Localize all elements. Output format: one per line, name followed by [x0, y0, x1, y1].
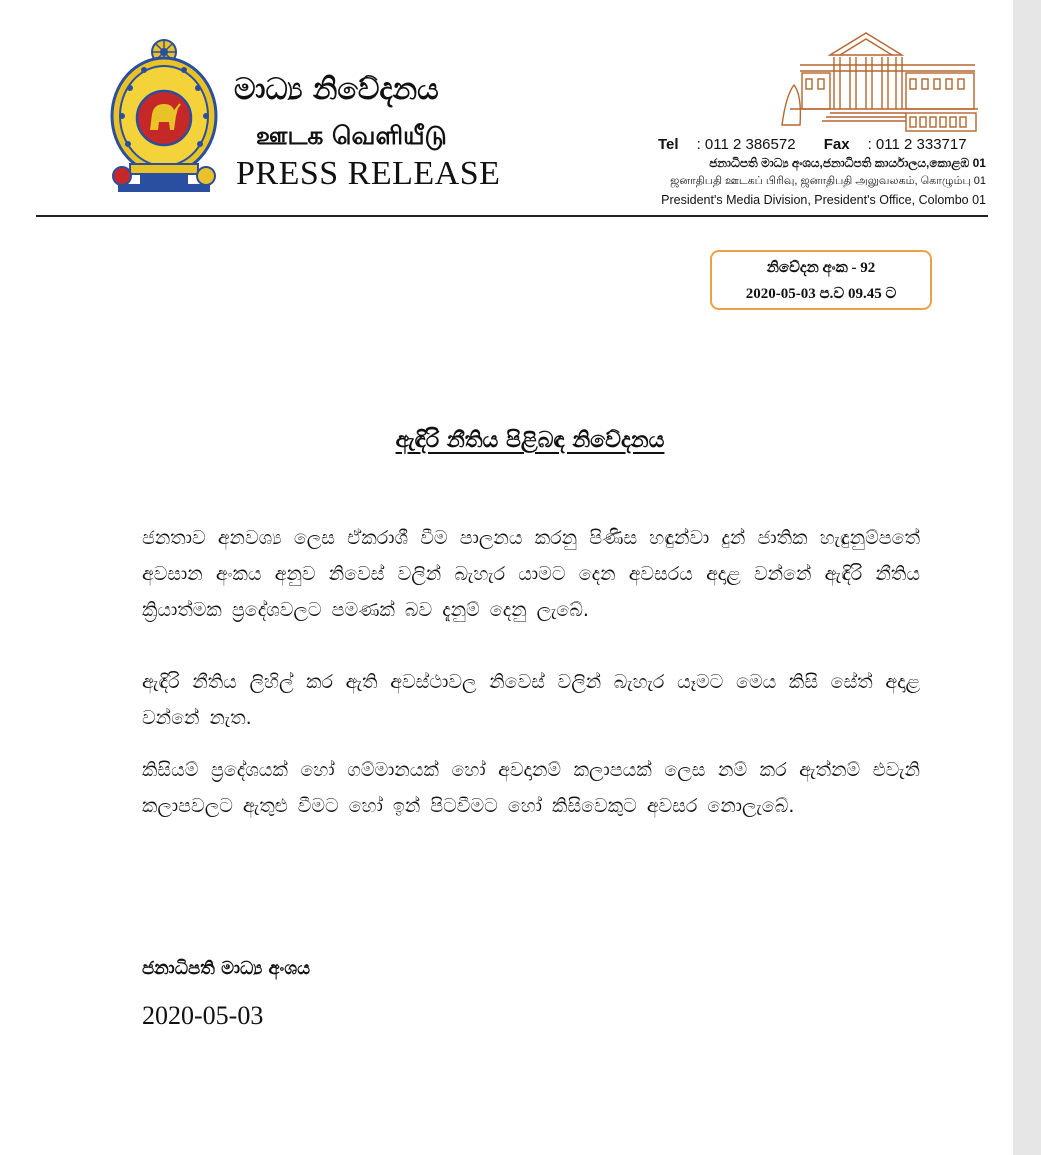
release-number: නිවේදන අංක - 92: [766, 260, 876, 276]
phone-fax-row: [658, 136, 986, 153]
paragraph-3: කිසියම් ප්‍රදේශයක් හෝ ගම්මානයක් හෝ අවදානම් කලාපයක් ලෙස නම් කර ඇත්නම් එවැනි කලාපවලට ඇතුළු වීමට හෝ ඉන් පිටවීමට හෝ කිසිවෙකුට අවසර නොලැබේ.: [142, 759, 920, 817]
sri-lanka-emblem-icon: [108, 38, 220, 196]
address-tamil: ஜனாதிபதி ஊடகப் பிரிவு, ஜனாதிபதி அலுவலகம், கொழும்பு 01: [670, 175, 986, 187]
address-sinhala: ජනාධිපති මාධ්‍ය අංශය,ජනාධිපති කාර්යාලය,කොළඹ 01: [709, 156, 986, 170]
signature-date: 2020-05-03: [142, 1001, 264, 1030]
paragraph-1: ජනතාව අනවශ්‍ය ලෙස ඒකරාශී වීම පාලනය කරනු පිණිස හඳුන්වා දුන් ජාතික හැඳුනුම්පතේ අවසාන අංකය අනුව නිවෙස් වලින් බැහැර යාමට දෙන අවසරය අදාළ වන්නේ ඇඳිරි නීතිය ක්‍රියාත්මක ප්‍රදේශවලට පමණක් බව දැනුම් දෙනු ලැබේ.: [142, 527, 920, 621]
title-english: PRESS RELEASE: [236, 155, 501, 192]
header-divider: [36, 215, 988, 217]
title-tamil: ஊடக வெளியீடு: [256, 121, 447, 150]
fax-value: : 011 2 333717: [867, 136, 967, 153]
paragraph-2: ඇඳිරි නීතිය ලිහිල් කර ඇති අවස්ථාවල නිවෙස් වලින් බැහැර යෑමට මෙය කිසි සේත් අදාළ වන්නේ නැත.: [142, 671, 920, 729]
tel-label: Tel: [658, 136, 679, 153]
tel-value: : 011 2 386572: [696, 136, 796, 153]
presidential-secretariat-building-icon: [780, 25, 980, 135]
release-reference-box: [710, 250, 932, 310]
release-datetime: 2020-05-03 ප.ව 09.45 ට: [745, 286, 897, 302]
signature-division: ජනාධිපති මාධ්‍ය අංශය: [142, 958, 311, 979]
address-english: President's Media Division, President's Office, Colombo 01: [661, 193, 986, 207]
fax-label: Fax: [823, 136, 850, 153]
title-sinhala: මාධ්‍ය නිවේදනය: [234, 72, 439, 107]
contact-block: [640, 136, 986, 207]
document-heading: ඇඳිරි නීතිය පිළිබඳ නිවේදනය: [395, 428, 665, 453]
page-edge: [1013, 0, 1041, 1155]
